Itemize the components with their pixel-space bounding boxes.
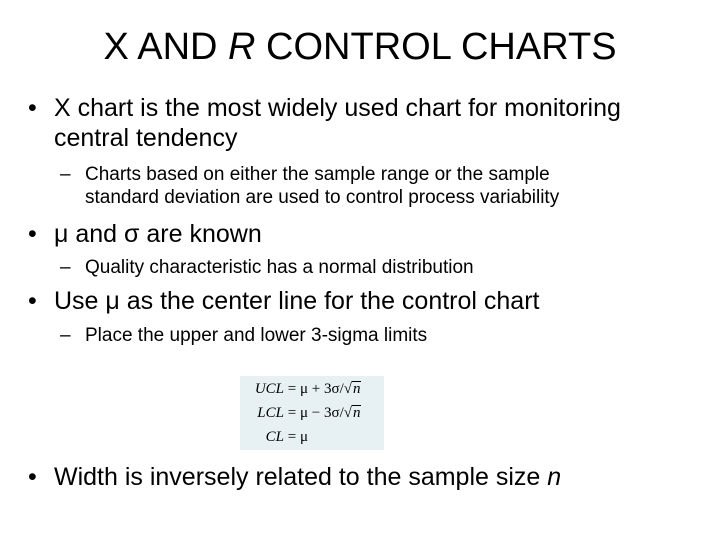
title-text-italic: R [228,26,256,68]
formula-lhs: CL [265,429,284,445]
formula-root: n [352,405,361,421]
bullet-marker: • [28,220,37,248]
subbullet-line: Charts based on either the sample range or the sample [85,164,550,185]
formula-op: − [308,405,324,421]
dash-marker: – [60,257,71,278]
bullet-text [54,462,561,492]
formula-eq: = [284,405,300,421]
cl-formula [246,428,308,446]
slide-title [0,24,720,70]
subbullet-text [85,163,559,209]
dash-marker: – [60,325,71,346]
formula-coef: 3σ/ [323,381,344,397]
formula-op: + [308,381,324,397]
bullet-text: Use μ as the center line for the control chart [54,287,540,315]
formula-lhs: UCL [254,381,284,397]
lcl-formula [246,404,361,422]
bullet-text-prefix: Width is inversely related to the sample size [54,463,548,491]
formula-mu: μ [299,381,309,397]
formula-eq: = [284,429,300,445]
dash-marker: – [60,164,71,185]
bullet-line: X chart is the most widely used chart for monitoring [54,94,621,122]
subbullet-text: Quality characteristic has a normal distribution [85,257,474,278]
bullet-marker: • [28,94,37,122]
formula-coef: 3σ/ [323,405,344,421]
sqrt-symbol: √ [343,381,352,397]
bullet-text: μ and σ are known [54,220,262,248]
formula-root: n [352,381,361,397]
formula-eq: = [284,381,300,397]
formula-mu: μ [299,405,309,421]
formula-mu: μ [299,429,309,445]
title-text-part2: CONTROL CHARTS [255,26,617,68]
control-limits-formula [240,376,384,450]
subbullet-line: standard deviation are used to control process variability [85,187,560,208]
bullet-text-italic: n [547,463,562,491]
subbullet-text: Place the upper and lower 3-sigma limits [85,325,428,346]
bullet-marker: • [28,463,37,491]
bullet-line: central tendency [54,124,238,152]
bullet-marker: • [28,287,37,315]
formula-lhs: LCL [257,405,284,421]
bullet-text [54,93,621,153]
sqrt-symbol: √ [343,405,352,421]
title-text-part1: X AND [103,26,229,68]
ucl-formula [246,380,361,398]
